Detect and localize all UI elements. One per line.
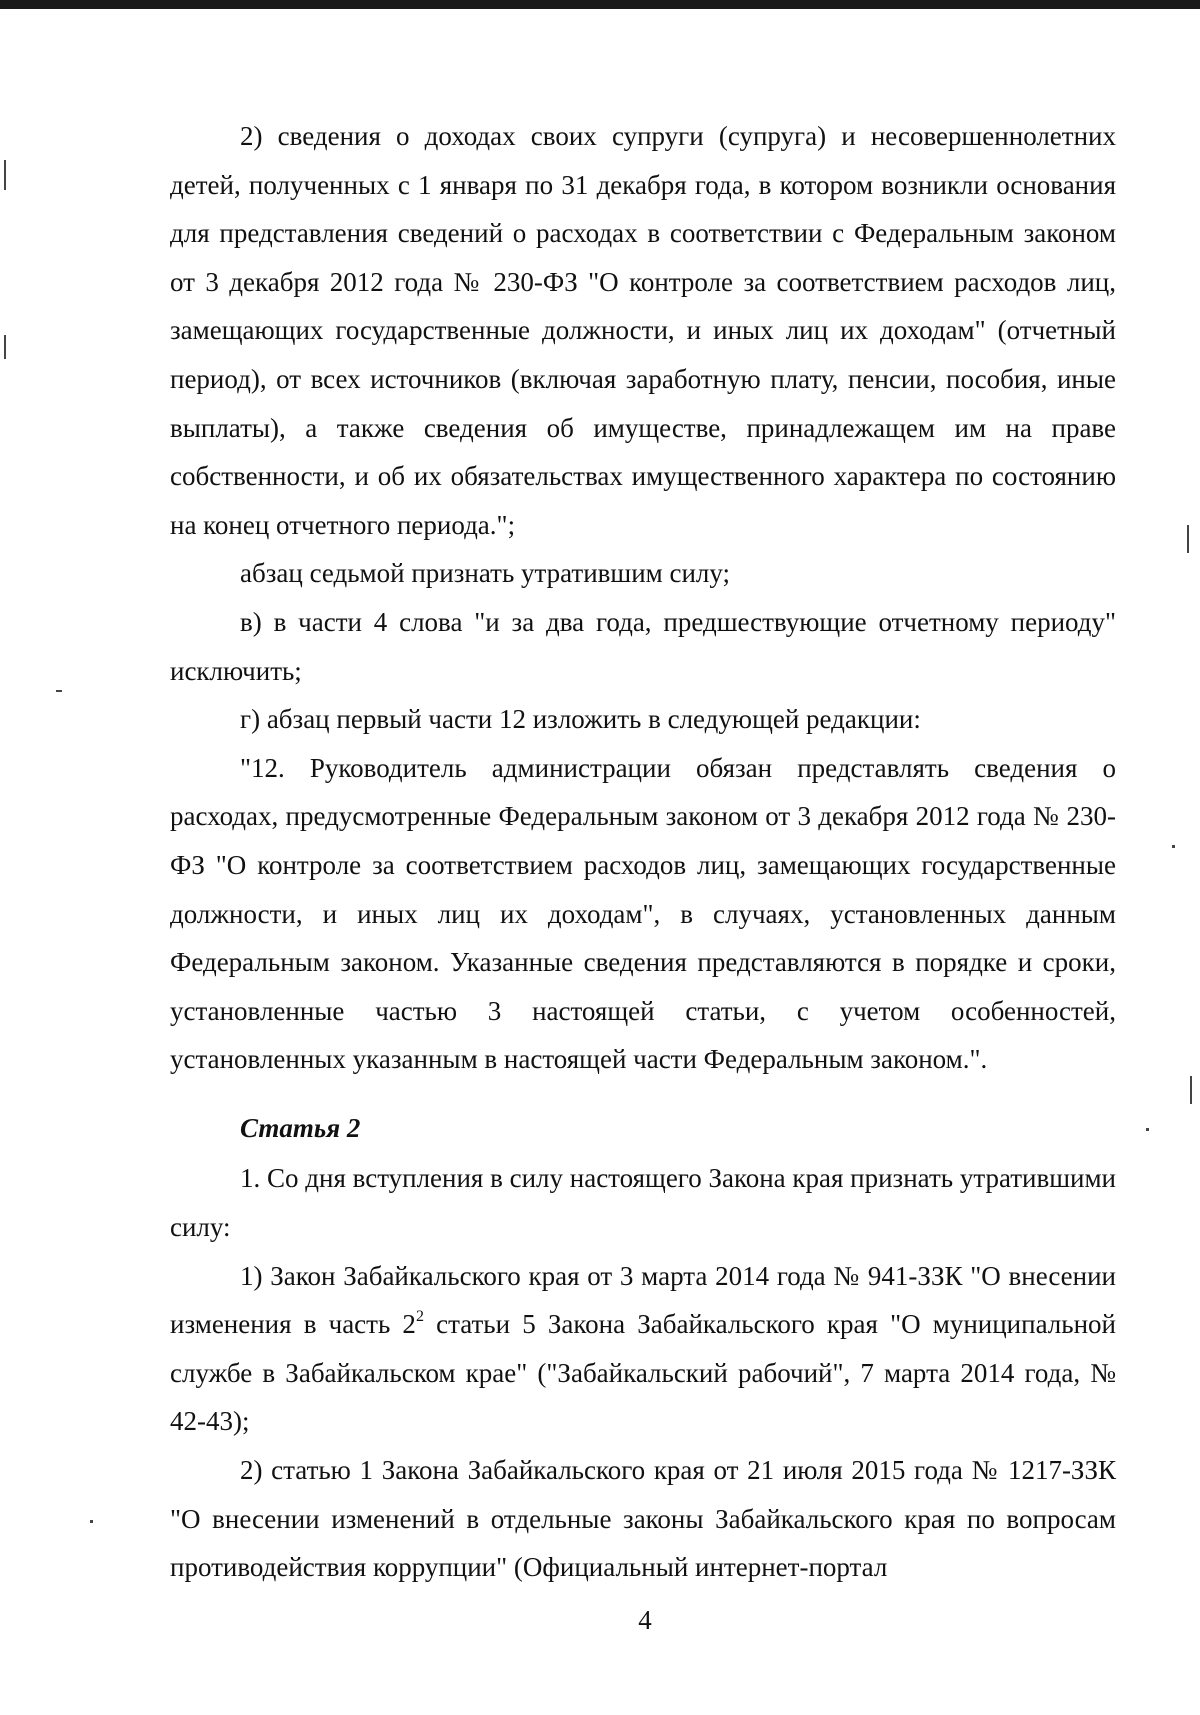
paragraph-article-2-subpoint-2: 2) статью 1 Закона Забайкальского края от 21 июля 2015 года № 1217-ЗЗК "О внесении изменений в отдельные законы Забайкальского края по вопросам противодействия коррупции" (Официальный интернет-портал [170, 1455, 1116, 1583]
paragraph-seventh-abzats: абзац седьмой признать утратившим силу; [240, 558, 731, 589]
paragraph-income-info: 2) сведения о доходах своих супруги (супруга) и несовершеннолетних детей, полученных с 1 января по 31 декабря года, в котором возникли основания для представления сведений о расходах в соответствии с Федеральным законом от 3 декабря 2012 года № 230-ФЗ "О контроле за соответствием расходов лиц, замещающих государственные должности, и иных лиц их доходам" (отчетный период), от всех источников (включая заработную плату, пенсии, пособия, иные выплаты), а также сведения об имуществе, принадлежащем им на праве собственности, и об их обязательствах имущественного характера по состоянию на конец отчетного периода."; [170, 121, 1116, 540]
article-heading: Статья 2 [240, 1112, 361, 1143]
page-number: 4 [638, 1605, 652, 1635]
scan-artifact-right [1172, 845, 1175, 848]
scan-artifact-left [56, 690, 62, 692]
document-page [170, 112, 1116, 1592]
subpoint-1-text-a: 1) Закон Забайкальского края от 3 марта 2014 года № 941-ЗЗК "О внесении изменения в часть 2 [170, 1260, 1116, 1340]
paragraph-article-2-point-1: 1. Со дня вступления в силу настоящего Закона края признать утратившими силу: [170, 1163, 1117, 1243]
paragraph-article-2-subpoint-1 [170, 1252, 1116, 1446]
scan-artifact-left [4, 160, 6, 190]
scan-artifact-right [1146, 1128, 1149, 1131]
scan-artifact-left [90, 1520, 93, 1523]
paragraph-part-4: в) в части 4 слова "и за два года, предшествующие отчетному периоду" исключить; [170, 606, 1116, 686]
scan-artifact-left [4, 335, 6, 359]
scan-artifact-right [1190, 1076, 1192, 1104]
scan-artifact-right [1187, 525, 1189, 553]
subpoint-1-text-b: статьи 5 Закона Забайкальского края "О муниципальной службе в Забайкальском крае" ("Забайкальский рабочий", 7 марта 2014 года, № 42-43); [170, 1309, 1116, 1437]
paragraph-part-12-intro: г) абзац первый части 12 изложить в следующей редакции: [240, 704, 921, 735]
superscript: 2 [415, 1308, 424, 1326]
paragraph-part-12-text: "12. Руководитель администрации обязан представлять сведения о расходах, предусмотренные Федеральным законом от 3 декабря 2012 года № 230-ФЗ "О контроле за соответствием расходов лиц, замещающих государственные должности, и иных лиц их доходам", в случаях, установленных данным Федеральным законом. Указанные сведения представляются в порядке и сроки, установленные частью 3 настоящей статьи, с учетом особенностей, установленных указанным в настоящей части Федеральным законом.". [170, 752, 1116, 1075]
scan-top-border [0, 0, 1200, 9]
